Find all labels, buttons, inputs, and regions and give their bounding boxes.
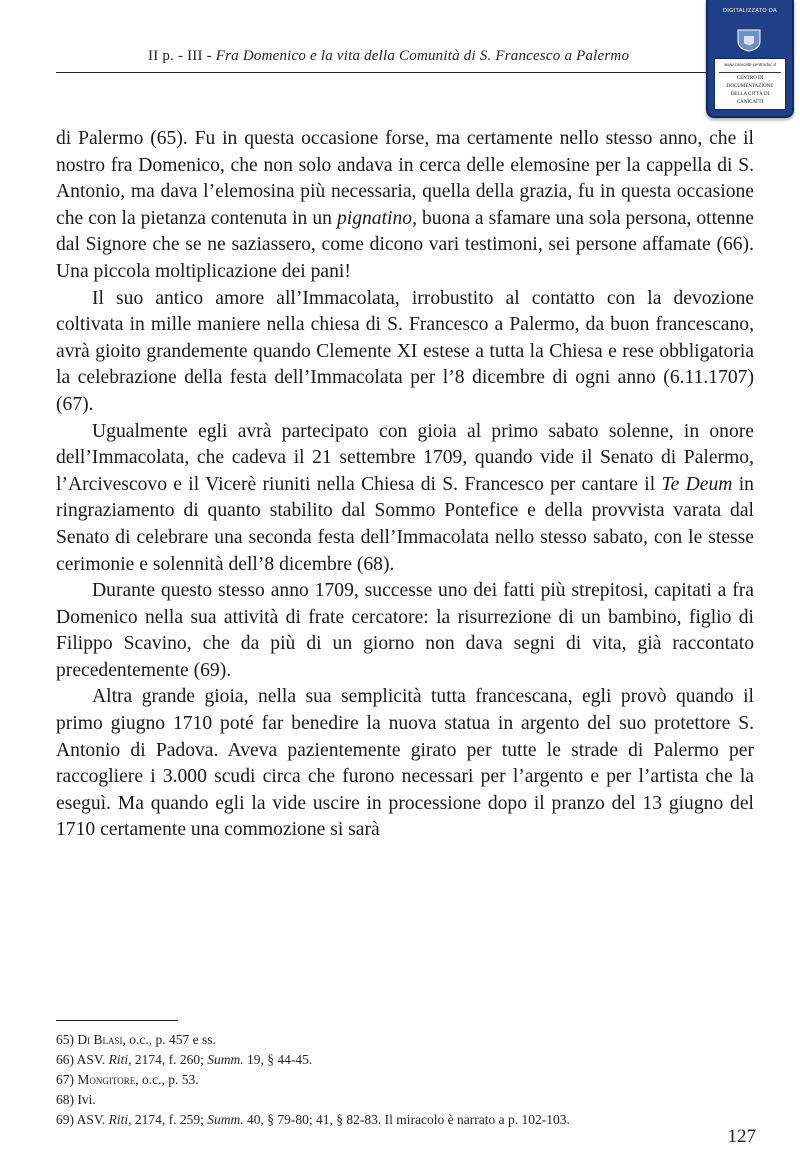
body-text [56, 126, 754, 844]
footnote-italic: Summ. [207, 1112, 244, 1127]
footnote-rule [56, 1020, 178, 1021]
footnote-text: 40, § 79-80; 41, § 82-83. Il miracolo è narrato a p. 102-103. [247, 1112, 570, 1127]
footnote-text: 2174, f. 260; [134, 1052, 204, 1067]
paragraph-1-part-b: buona a sfamare una sola persona, ottenne dal Signore che se ne saziassero, come dicono vari testimoni, sei persone affamate (66). Una piccola moltiplicazione dei pani! [56, 207, 754, 282]
footnotes [56, 1030, 756, 1130]
header-rule [56, 72, 706, 73]
footnote-author: Mongitore [77, 1072, 136, 1087]
stamp-panel [714, 58, 786, 110]
header-part: II p. - III - [148, 48, 212, 64]
footnote-66 [56, 1050, 756, 1070]
footnote-italic: Riti, [108, 1112, 132, 1127]
footnote-text: , o.c., p. 53. [135, 1072, 199, 1087]
footnote-author: Di Blasi [77, 1032, 123, 1047]
paragraph-1 [56, 126, 754, 286]
footnote-text: 2174, f. 259; [134, 1112, 204, 1127]
footnote-text: 19, § 44-45. [247, 1052, 313, 1067]
stamp-top-text: DIGITALIZZATO DA [723, 8, 777, 14]
stamp-name-line1: CENTRO DI DOCUMENTAZIONE [726, 76, 774, 89]
stamp-divider [719, 72, 781, 73]
header-title: Fra Domenico e la vita della Comunità di S. Francesco a Palermo [215, 48, 630, 64]
footnote-text: , o.c., p. 457 e ss. [122, 1032, 216, 1047]
paragraph-1-italic: pignatino, [336, 207, 417, 229]
paragraph-2: Il suo antico amore all’Immacolata, irrobustito al contatto con la devozione coltivata in mille maniere nella chiesa di S. Francesco a Palermo, da buon francescano, avrà gioito grandemente quando Clemente XI estese a tutta la Chiesa e rese obbligatoria la celebrazione della festa dell’Immacolata per l’8 dicembre di ogni anno (6.11.1707) (67). [56, 287, 754, 415]
footnote-number: 67) [56, 1072, 74, 1087]
paragraph-3-part-b: in ringraziamento di quanto stabilito dal Sommo Pontefice e della provvista varata dal Senato di celebrare una seconda festa dell’Immacolata nello stesso sabato, con le stesse cerimonie e solennità dell’8 dicembre (68). [56, 473, 754, 575]
page-number: 127 [727, 1126, 756, 1147]
running-header [148, 48, 708, 65]
footnote-67 [56, 1070, 756, 1090]
footnote-text: Ivi. [77, 1092, 96, 1107]
paragraph-3 [56, 419, 754, 579]
paragraph-4: Durante questo stesso anno 1709, successe uno dei fatti più strepitosi, capitati a fra Domenico nella sua attività di frate cercatore: la risurrezione di un bambino, figlio di Filippo Scavino, che da più di un giorno non dava segni di vita, già raccontato precedentemente (69). [56, 580, 754, 681]
paragraph-1-part-a: di Palermo (65). Fu in questa occasione forse, ma certamente nello stesso anno, che il nostro fra Domenico, che non solo andava in cerca delle elemosine per la cappella di S. Antonio, ma dava l’elemosina più necessaria, quella della grazia, fu in questa occasione che con la pietanza contenuta in un [56, 128, 754, 229]
stamp-url: www.canicatti-centrodoc.it [723, 62, 777, 67]
footnote-italic: Summ. [207, 1052, 244, 1067]
stamp-name [717, 75, 783, 107]
paragraph-5: Altra grande gioia, nella sua semplicità tutta francescana, egli provò quando il primo giugno 1710 poté far benedire la nuova statua in argento del suo protettore S. Antonio di Padova. Aveva pazientemente girato per tutte le strade di Palermo per raccogliere i 3.000 scudi circa che furono necessari per l’argento e per l’artista che la eseguì. Ma quando egli la vide uscire in processione dopo il pranzo del 13 giugno del 1710 certamente una commozione si sarà [56, 686, 754, 841]
footnote-text: ASV. [76, 1052, 106, 1067]
stamp-name-line2: DELLA CITTÀ DI CANICATTÌ [730, 92, 770, 105]
paragraph-3-italic: Te Deum [661, 473, 733, 495]
paragraph-3-part-a: Ugualmente egli avrà partecipato con gioia al primo sabato solenne, in onore dell’Immacolata, che cadeva il 21 settembre 1709, quando vide il Senato di Palermo, l’Arcivescovo e il Vicerè riuniti nella Chiesa di S. Francesco per cantare il [56, 420, 754, 495]
footnote-number: 69) [56, 1112, 74, 1127]
footnote-italic: Riti, [108, 1052, 132, 1067]
footnote-number: 65) [56, 1032, 74, 1047]
digitization-stamp [706, 0, 794, 118]
footnote-68 [56, 1090, 756, 1110]
footnote-69 [56, 1110, 756, 1130]
footnote-text: ASV. [76, 1112, 106, 1127]
footnote-number: 68) [56, 1092, 74, 1107]
footnote-65 [56, 1030, 756, 1050]
stamp-shield-icon [734, 28, 764, 52]
footnote-number: 66) [56, 1052, 74, 1067]
